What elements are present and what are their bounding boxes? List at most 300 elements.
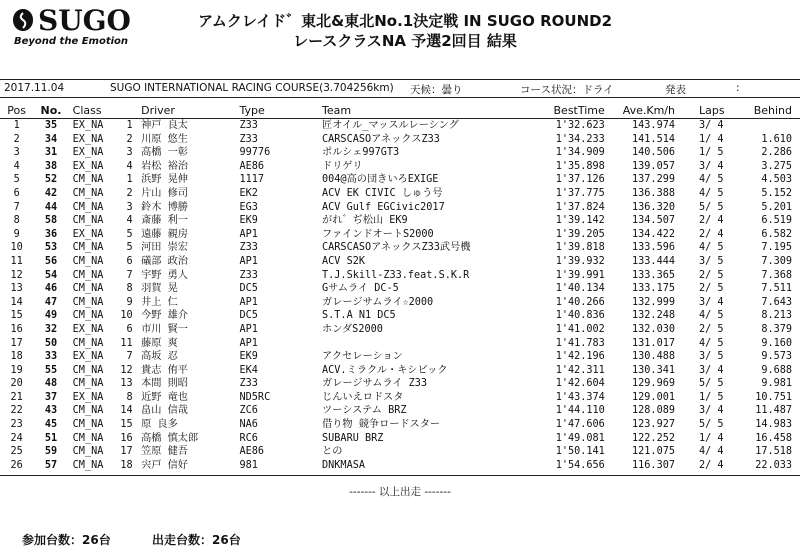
table-row: [0, 173, 800, 187]
table-row: [0, 337, 800, 351]
row-class-name: CM_NA: [72, 201, 104, 213]
row-class-pos: 15: [120, 419, 133, 431]
row-pos: 23: [10, 419, 23, 431]
row-laps: 1/ 4: [698, 432, 724, 444]
row-pos: 5: [13, 174, 20, 186]
row-team: CARSCASOアネックスZ33: [322, 133, 440, 145]
row-driver: 原 良多: [141, 419, 178, 431]
row-laps: 5/ 5: [698, 419, 724, 431]
row-behind: 8.379: [761, 323, 792, 335]
row-pos: 13: [10, 283, 23, 295]
row-team: ツーシステム BRZ: [322, 405, 407, 417]
row-avg-speed: 136.320: [632, 201, 675, 213]
col-no: No.: [33, 103, 68, 119]
row-besttime: 1'50.141: [555, 446, 605, 458]
row-team: S.T.A N1 DC5: [322, 310, 396, 322]
row-class: [69, 173, 141, 187]
row-driver: 川原 悠生: [141, 133, 188, 145]
row-behind: 6.519: [761, 215, 792, 227]
table-row: [0, 201, 800, 215]
row-type: ZC6: [239, 405, 258, 417]
row-class: [69, 296, 141, 310]
row-class-pos: 10: [120, 310, 133, 322]
row-class-pos: 1: [126, 120, 133, 131]
row-avg-speed: 128.089: [632, 405, 675, 417]
row-class: [69, 133, 141, 147]
row-laps: 1/ 5: [698, 391, 724, 403]
starters-count: 出走台数：26台: [152, 533, 241, 547]
col-team: Team: [322, 103, 528, 119]
col-laps: Laps: [685, 103, 754, 119]
col-pos: Pos: [0, 103, 33, 119]
row-laps: 5/ 5: [698, 378, 724, 390]
row-avg-speed: 136.388: [632, 187, 675, 199]
row-type: 1117: [239, 174, 265, 186]
row-class: [69, 350, 141, 364]
col-avg-speed: Ave.Km/h: [613, 103, 685, 119]
row-car-no: 34: [44, 133, 58, 145]
row-class: [69, 269, 141, 283]
row-class-name: CM_NA: [72, 296, 104, 308]
results-table: [0, 103, 800, 472]
row-car-no: 57: [44, 459, 58, 471]
row-driver: 河田 崇宏: [141, 242, 188, 254]
row-avg-speed: 134.507: [632, 215, 675, 227]
row-class: [69, 323, 141, 337]
row-avg-speed: 130.488: [632, 351, 675, 363]
row-type: ND5RC: [239, 391, 271, 403]
row-avg-speed: 123.927: [632, 419, 675, 431]
row-class-name: CM_NA: [72, 337, 104, 349]
row-behind: 22.033: [755, 459, 792, 471]
row-besttime: 1'41.002: [555, 323, 605, 335]
row-type: AP1: [239, 323, 258, 335]
row-driver: 神戸 良太: [141, 120, 188, 131]
row-avg-speed: 130.341: [632, 364, 675, 376]
row-avg-speed: 116.307: [632, 459, 675, 471]
row-laps: 2/ 5: [698, 283, 724, 295]
row-driver: 市川 賢一: [141, 323, 188, 335]
row-class-pos: 7: [126, 351, 133, 363]
course-name: SUGO INTERNATIONAL RACING COURSE(3.704256km): [110, 82, 394, 94]
row-class-pos: 7: [126, 269, 133, 281]
row-class: [69, 228, 141, 242]
session-title: レースクラスNA 予選2回目 結果: [293, 32, 517, 50]
row-class-name: CM_NA: [72, 255, 104, 267]
entries-count: 参加台数：26台: [22, 533, 111, 547]
row-besttime: 1'34.909: [555, 147, 605, 159]
row-driver: 笠原 健吾: [141, 446, 188, 458]
row-laps: 3/ 4: [698, 405, 724, 417]
row-driver: 鈴木 博勝: [141, 201, 188, 213]
row-car-no: 53: [44, 242, 58, 254]
row-car-no: 50: [44, 337, 58, 349]
row-behind: 4.503: [761, 174, 792, 186]
row-class-pos: 16: [120, 432, 133, 444]
results-body: [0, 119, 800, 473]
row-class-pos: 9: [126, 296, 133, 308]
row-behind: 6.582: [761, 228, 792, 240]
row-class: [69, 255, 141, 269]
row-class: [69, 282, 141, 296]
table-header-row: [0, 103, 800, 119]
row-laps: 5/ 5: [698, 201, 724, 213]
row-besttime: 1'35.898: [555, 160, 605, 172]
row-driver: 片山 修司: [141, 187, 188, 199]
row-car-no: 54: [44, 269, 58, 281]
row-class-pos: 1: [126, 174, 133, 186]
row-class-pos: 2: [126, 133, 133, 145]
row-pos: 12: [10, 269, 23, 281]
table-row: [0, 350, 800, 364]
row-driver: 井上 仁: [141, 296, 178, 308]
row-type: AP1: [239, 228, 258, 240]
row-behind: 9.688: [761, 364, 792, 376]
row-class: [69, 309, 141, 323]
table-row: [0, 404, 800, 418]
row-team: 004@高の団きいろEXIGE: [322, 174, 439, 186]
row-besttime: 1'47.606: [555, 419, 605, 431]
row-car-no: 46: [44, 283, 58, 295]
row-team: ガレージサムライ Z33: [322, 378, 428, 390]
row-avg-speed: 121.075: [632, 446, 675, 458]
row-type: AP1: [239, 296, 258, 308]
row-besttime: 1'40.266: [555, 296, 605, 308]
table-row: [0, 214, 800, 228]
row-car-no: 49: [44, 310, 58, 322]
row-driver: 遠藤 親房: [141, 228, 188, 240]
row-pos: 11: [10, 255, 23, 267]
row-besttime: 1'41.783: [555, 337, 605, 349]
row-pos: 16: [10, 323, 23, 335]
row-avg-speed: 140.506: [632, 147, 675, 159]
row-class-name: CM_NA: [72, 378, 104, 390]
table-row: [0, 241, 800, 255]
row-car-no: 31: [44, 147, 58, 159]
row-class-pos: 5: [126, 228, 133, 240]
row-laps: 2/ 4: [698, 228, 724, 240]
table-row: [0, 269, 800, 283]
row-avg-speed: 129.969: [632, 378, 675, 390]
row-class: [69, 146, 141, 160]
row-type: 99776: [239, 147, 271, 159]
row-class: [69, 364, 141, 378]
row-class: [69, 418, 141, 432]
row-besttime: 1'42.311: [555, 364, 605, 376]
row-besttime: 1'37.824: [555, 201, 605, 213]
row-besttime: 1'39.205: [555, 228, 605, 240]
row-car-no: 55: [44, 364, 58, 376]
row-pos: 17: [10, 337, 23, 349]
row-class: [69, 404, 141, 418]
table-row: [0, 309, 800, 323]
col-behind: Behind: [754, 103, 800, 119]
row-behind: 9.573: [761, 351, 792, 363]
row-car-no: 52: [44, 174, 58, 186]
row-team: との: [322, 446, 343, 458]
row-car-no: 32: [44, 323, 58, 335]
row-type: NA6: [239, 419, 258, 431]
row-team: ACV EK CIVIC しゅう号: [322, 187, 443, 199]
row-laps: 3/ 4: [698, 160, 724, 172]
row-avg-speed: 137.299: [632, 174, 675, 186]
row-pos: 19: [10, 364, 23, 376]
row-class-name: CM_NA: [72, 446, 104, 458]
row-class-pos: 8: [126, 391, 133, 403]
announce-label: 発表: [665, 84, 686, 96]
row-driver: 高橋 一彰: [141, 147, 188, 159]
row-type: 981: [239, 459, 258, 471]
logo-brand: SUGO: [38, 4, 131, 37]
row-behind: 9.981: [761, 378, 792, 390]
row-laps: 1/ 5: [698, 147, 724, 159]
row-team: ホンダS2000: [322, 323, 383, 335]
row-team: CARSCASOアネックスZ33武号機: [322, 242, 471, 254]
row-laps: 4/ 5: [698, 310, 724, 322]
row-driver: 畠山 信哉: [141, 405, 188, 417]
row-driver: 宇野 勇人: [141, 269, 188, 281]
row-laps: 4/ 5: [698, 174, 724, 186]
row-besttime: 1'43.374: [555, 391, 605, 403]
row-type: AP1: [239, 337, 258, 349]
logo-tagline: Beyond the Emotion: [14, 36, 129, 47]
row-type: RC6: [239, 432, 258, 444]
row-class-pos: 12: [120, 364, 133, 376]
row-car-no: 38: [44, 160, 58, 172]
row-class: [69, 432, 141, 446]
row-team: T.J.Skill-Z33.feat.S.K.R: [322, 269, 470, 281]
row-pos: 26: [10, 459, 23, 471]
row-class-pos: 6: [126, 323, 133, 335]
row-car-no: 51: [44, 432, 58, 444]
row-pos: 6: [13, 187, 20, 199]
row-class-pos: 3: [126, 201, 133, 213]
row-driver: 宍戸 信好: [141, 459, 188, 471]
row-team: Gサムライ DC-5: [322, 283, 399, 295]
table-row: [0, 119, 800, 133]
row-car-no: 48: [44, 378, 58, 390]
row-avg-speed: 132.999: [632, 296, 675, 308]
row-type: AP1: [239, 255, 258, 267]
row-driver: 高坂 忍: [141, 351, 178, 363]
row-class-name: CM_NA: [72, 269, 104, 281]
row-laps: 4/ 5: [698, 242, 724, 254]
row-class: [69, 241, 141, 255]
col-besttime: BestTime: [528, 103, 613, 119]
row-besttime: 1'37.126: [555, 174, 605, 186]
row-pos: 7: [13, 201, 20, 213]
row-class-name: CM_NA: [72, 310, 104, 322]
row-besttime: 1'42.604: [555, 378, 605, 390]
table-row: [0, 459, 800, 473]
row-laps: 4/ 5: [698, 187, 724, 199]
row-type: DC5: [239, 283, 258, 295]
row-behind: 8.213: [761, 310, 792, 322]
row-besttime: 1'39.142: [555, 215, 605, 227]
row-behind: 3.275: [761, 160, 792, 172]
row-class-name: CM_NA: [72, 187, 104, 199]
row-driver: 岩松 裕治: [141, 160, 188, 172]
row-laps: 3/ 5: [698, 351, 724, 363]
row-avg-speed: 131.017: [632, 337, 675, 349]
row-besttime: 1'39.932: [555, 255, 605, 267]
row-laps: 4/ 4: [698, 446, 724, 458]
row-behind: 11.487: [755, 405, 792, 417]
table-row: [0, 146, 800, 160]
table-row: [0, 296, 800, 310]
row-type: EK4: [239, 364, 258, 376]
row-team: SUBARU BRZ: [322, 432, 384, 444]
row-type: AE86: [239, 160, 265, 172]
row-laps: 2/ 5: [698, 269, 724, 281]
row-class-name: CM_NA: [72, 215, 104, 227]
row-team: ドリゲリ: [322, 160, 363, 172]
row-class-name: EX_NA: [72, 120, 104, 131]
row-team: ACV.ミラクル・キシビック: [322, 364, 448, 376]
row-laps: 2/ 4: [698, 459, 724, 471]
table-row: [0, 323, 800, 337]
row-laps: 3/ 4: [698, 364, 724, 376]
row-behind: 16.458: [755, 432, 792, 444]
row-team: [322, 337, 528, 351]
row-avg-speed: 132.030: [632, 323, 675, 335]
end-mark: ------- 以上出走 -------: [349, 486, 451, 498]
row-avg-speed: 143.974: [632, 120, 675, 131]
table-row: [0, 364, 800, 378]
row-car-no: 56: [44, 255, 58, 267]
row-class-name: EX_NA: [72, 160, 104, 172]
table-row: [0, 377, 800, 391]
row-pos: 21: [10, 391, 23, 403]
row-class-name: CM_NA: [72, 283, 104, 295]
row-car-no: 59: [44, 446, 58, 458]
row-class-name: EX_NA: [72, 133, 104, 145]
row-team: がれ゛ぢ松山 EK9: [322, 215, 408, 227]
row-pos: 3: [13, 147, 20, 159]
row-behind: 7.368: [761, 269, 792, 281]
row-class-name: EX_NA: [72, 228, 104, 240]
row-behind: 5.152: [761, 187, 792, 199]
row-behind: 9.160: [761, 337, 792, 349]
row-avg-speed: 132.248: [632, 310, 675, 322]
row-pos: 1: [13, 120, 20, 131]
row-car-no: 36: [44, 228, 58, 240]
row-besttime: 1'39.818: [555, 242, 605, 254]
row-class: [69, 187, 141, 201]
row-team: 匠オイル_マッスルレーシング: [322, 120, 459, 131]
row-driver: 本間 則昭: [141, 378, 188, 390]
row-avg-speed: 133.365: [632, 269, 675, 281]
row-team: ACV Gulf EGCivic2017: [322, 201, 445, 213]
row-team: DNKMASA: [322, 459, 365, 471]
table-row: [0, 418, 800, 432]
row-class-name: CM_NA: [72, 432, 104, 444]
event-title: アムクレイド゛東北&東北No.1決定戦 IN SUGO ROUND2: [197, 12, 613, 30]
row-avg-speed: 122.252: [632, 432, 675, 444]
row-avg-speed: 133.175: [632, 283, 675, 295]
table-row: [0, 160, 800, 174]
row-class-name: CM_NA: [72, 364, 104, 376]
row-avg-speed: 141.514: [632, 133, 675, 145]
row-behind: 1.610: [761, 133, 792, 145]
row-pos: 8: [13, 215, 20, 227]
row-class: [69, 119, 141, 133]
row-class-pos: 4: [126, 215, 133, 227]
row-car-no: 44: [44, 201, 58, 213]
event-date: 2017.11.04: [4, 82, 65, 94]
announce-time: :: [736, 82, 740, 94]
row-laps: 2/ 5: [698, 323, 724, 335]
row-class: [69, 459, 141, 473]
row-class-name: CM_NA: [72, 174, 104, 186]
row-driver: 貴志 侑平: [141, 364, 188, 376]
row-besttime: 1'42.196: [555, 351, 605, 363]
weather: 天候：曇り: [410, 84, 463, 96]
row-type: EK9: [239, 215, 258, 227]
row-class-name: CM_NA: [72, 419, 104, 431]
row-type: EK2: [239, 187, 258, 199]
row-class-pos: 14: [120, 405, 133, 417]
row-laps: 3/ 4: [698, 296, 724, 308]
row-class-pos: 3: [126, 147, 133, 159]
row-team: ファインドオートS2000: [322, 228, 434, 240]
row-driver: 近野 竜也: [141, 391, 188, 403]
row-car-no: 47: [44, 296, 58, 308]
row-laps: 3/ 5: [698, 255, 724, 267]
row-pos: 20: [10, 378, 23, 390]
row-type: EK9: [239, 351, 258, 363]
table-bottom-rule: [0, 475, 800, 476]
row-type: Z33: [239, 242, 258, 254]
info-bar: [0, 80, 800, 96]
row-car-no: 42: [44, 187, 58, 199]
row-car-no: 43: [44, 405, 58, 417]
row-pos: 14: [10, 296, 23, 308]
row-car-no: 35: [44, 120, 58, 131]
row-behind: 7.309: [761, 255, 792, 267]
row-laps: 1/ 4: [698, 133, 724, 145]
row-class: [69, 445, 141, 459]
row-team: 借り物 競争ロードスター: [322, 419, 441, 431]
sugo-emblem-icon: [12, 8, 34, 32]
row-pos: 9: [13, 228, 20, 240]
row-class-pos: 5: [126, 242, 133, 254]
row-pos: 24: [10, 432, 23, 444]
row-team: アクセレーション: [322, 351, 403, 363]
row-class-pos: 8: [126, 283, 133, 295]
row-behind: 10.751: [755, 391, 792, 403]
row-behind: 7.643: [761, 296, 792, 308]
row-type: DC5: [239, 310, 258, 322]
row-team: じんいえロドスタ: [322, 391, 404, 403]
row-driver: 浜野 晃伸: [141, 174, 188, 186]
row-driver: 羽賀 晃: [141, 283, 178, 295]
row-class: [69, 377, 141, 391]
row-class: [69, 201, 141, 215]
row-driver: 礒部 政治: [141, 255, 188, 267]
row-class-pos: 18: [120, 459, 133, 471]
row-class-pos: 11: [120, 337, 133, 349]
row-team: ガレージサムライ☆2000: [322, 296, 434, 308]
table-row: [0, 445, 800, 459]
row-besttime: 1'32.623: [555, 120, 605, 131]
row-laps: 2/ 4: [698, 215, 724, 227]
table-row: [0, 133, 800, 147]
table-row: [0, 432, 800, 446]
table-row: [0, 255, 800, 269]
row-class-pos: 2: [126, 187, 133, 199]
row-behind: 14.983: [755, 419, 792, 431]
